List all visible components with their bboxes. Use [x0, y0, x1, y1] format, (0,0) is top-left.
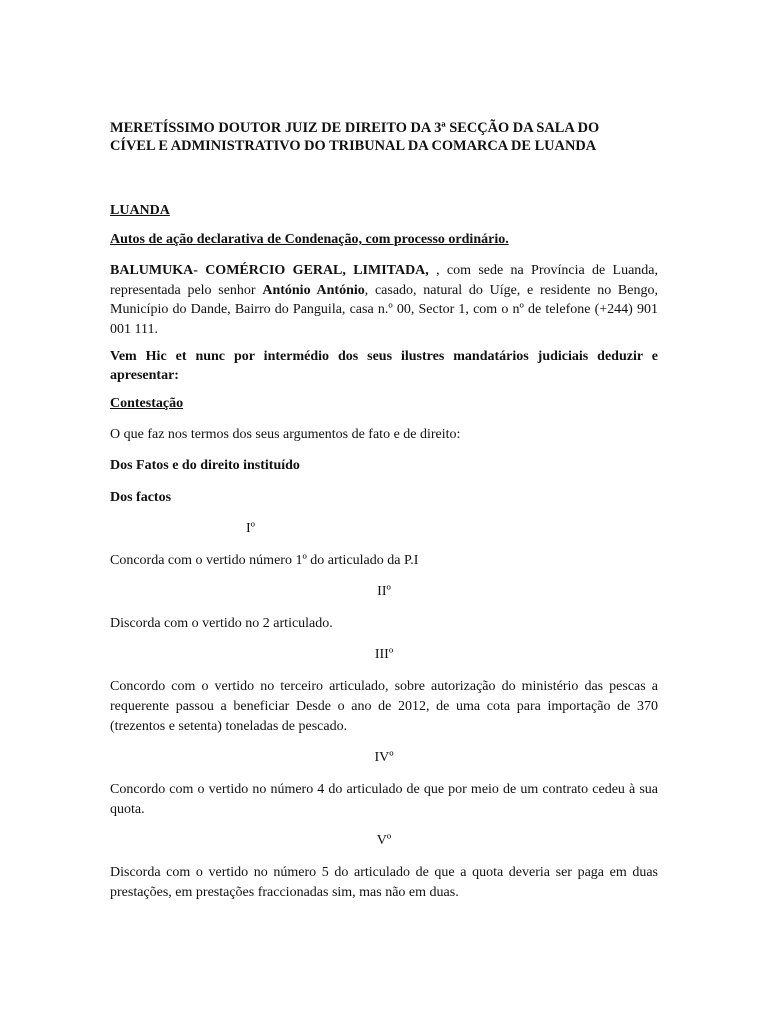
- article-text-5: Discorda com o vertido no número 5 do articulado de que a quota deveria ser paga em duas prestações, em prestações fraccionadas sim, mas não em duas.: [110, 865, 658, 900]
- article-text-1: Concorda com o vertido número 1º do articulado da P.I: [110, 553, 419, 568]
- party-text-a: , com sede na Província de Luanda, representada pelo senhor: [110, 263, 659, 298]
- article-text-4: Concordo com o vertido no número 4 do articulado de que por meio de um contrato cedeu à sua quota.: [110, 782, 658, 817]
- court-address-line-2: CÍVEL E ADMINISTRATIVO DO TRIBUNAL DA COMARCA DE LUANDA: [110, 138, 597, 154]
- party-identification: [110, 261, 658, 339]
- article-text-3: Concordo com o vertido no terceiro articulado, sobre autorização do ministério das pescas a requerente passou a beneficiar Desde o ano de 2012, de uma cota para importação de 370 (trezentos e setenta) toneladas de pescado.: [110, 679, 658, 734]
- document-body: [110, 119, 658, 903]
- article-number-3: IIIº: [374, 647, 394, 662]
- article-number-5: Vº: [376, 833, 392, 848]
- facts-heading: Dos Fatos e do direito instituído: [110, 458, 300, 473]
- article-text-2: Discorda com o vertido no 2 articulado.: [110, 616, 333, 631]
- location-label: LUANDA: [110, 203, 170, 218]
- facts-subheading: Dos factos: [110, 490, 172, 505]
- article-number-4: IVº: [374, 750, 394, 765]
- party-text-b: , casado, natural do Uíge, e residente no Bengo, Município do Dande, Bairro do Panguila, casa n.º 00, Sector 1, com o nº de telefone (+244) 901 001 111.: [110, 282, 658, 337]
- article-number-1: Iº: [246, 521, 256, 536]
- article-number-2: IIº: [377, 584, 391, 599]
- section-title: Contestação: [110, 396, 184, 411]
- case-title: Autos de ação declarativa de Condenação, com processo ordinário.: [110, 232, 509, 247]
- party-representative: António António: [262, 282, 365, 298]
- court-address-heading: [110, 119, 658, 155]
- intro-statement: Vem Hic et nunc por intermédio dos seus ilustres mandatários judiciais deduzir e apresentar:: [110, 349, 658, 383]
- court-address-line-1: MERETÍSSIMO DOUTOR JUIZ DE DIREITO DA 3ª SECÇÃO DA SALA DO: [110, 120, 600, 136]
- party-name: BALUMUKA- COMÉRCIO GERAL, LIMITADA,: [110, 263, 429, 278]
- section-intro: O que faz nos termos dos seus argumentos de fato e de direito:: [110, 427, 461, 442]
